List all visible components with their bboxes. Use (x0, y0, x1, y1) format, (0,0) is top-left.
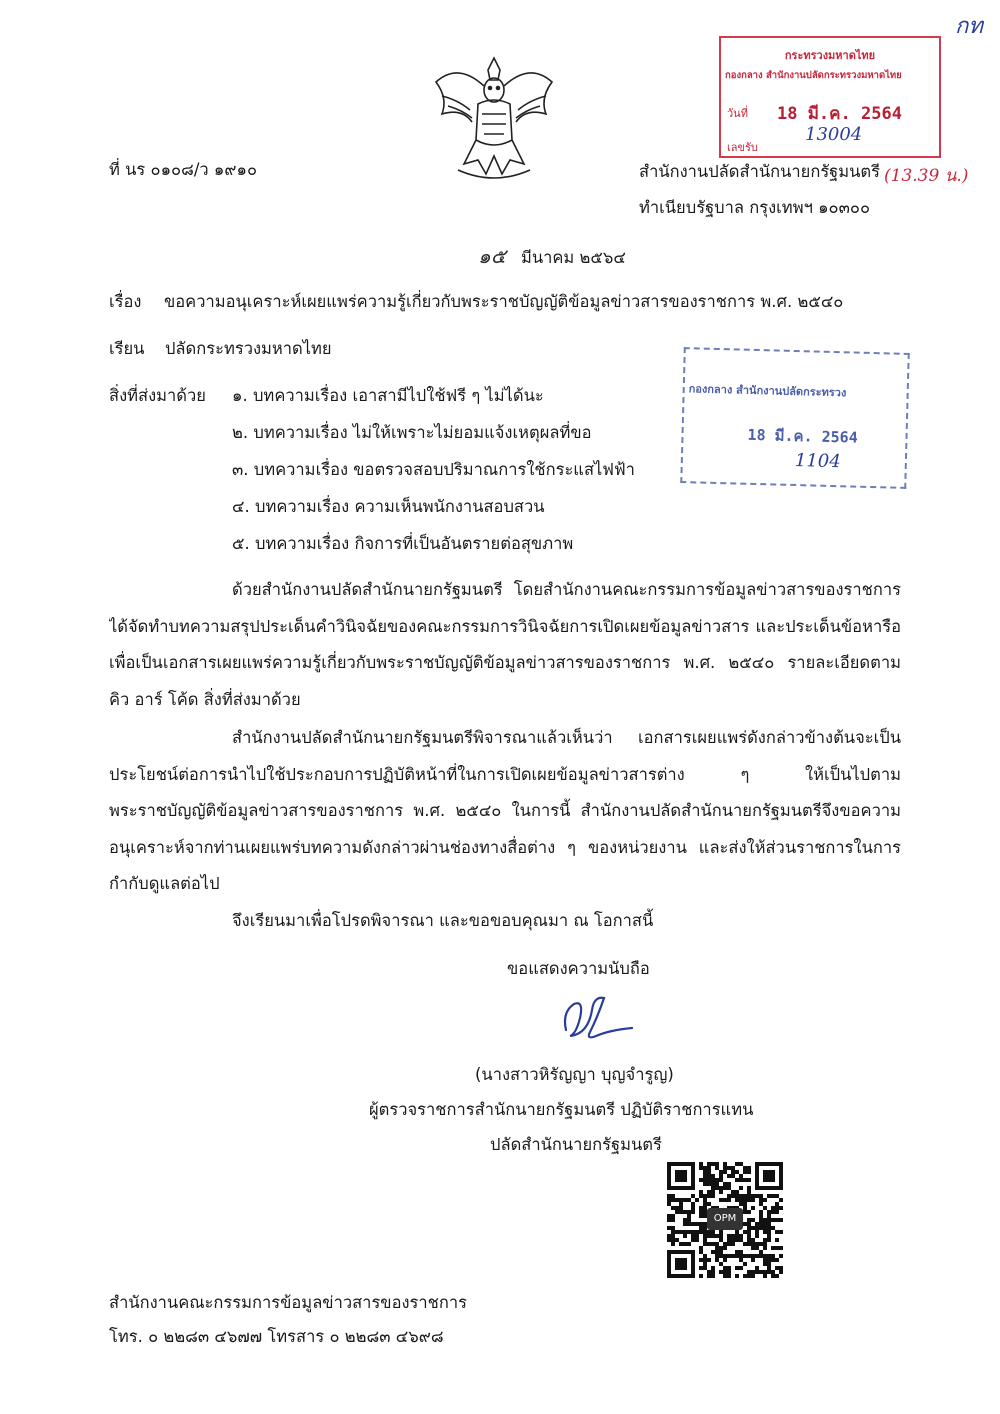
corner-handwritten-mark: กท (955, 14, 983, 39)
stamp-date-label: วันที่ (727, 107, 748, 120)
paragraph-line: สำนักงานปลัดสำนักนายกรัฐมนตรีพิจารณาแล้วเห็นว่า เอกสารเผยแพร่ดังกล่าวข้างต้นจะเป็น (232, 728, 901, 747)
subject-text: ขอความอนุเคราะห์เผยแพร่ความรู้เกี่ยวกับพระราชบัญญัติข้อมูลข่าวสารของราชการ พ.ศ. ๒๕๔๐ (163, 292, 844, 311)
signature-image (558, 990, 638, 1046)
stamp-line-2: กองกลาง สำนักงานปลัดกระทรวงมหาดไทย (725, 70, 902, 81)
enclosure-item: ๕. บทความเรื่อง กิจการที่เป็นอันตรายต่อสุขภาพ (232, 534, 574, 553)
qr-code (667, 1162, 783, 1278)
footer-office: สำนักงานคณะกรรมการข้อมูลข่าวสารของราชการ (109, 1293, 467, 1312)
enclosures-list (232, 384, 635, 569)
stamp-line-1: กองกลาง สำนักงานปลัดกระทรวง (688, 382, 847, 400)
paragraph-line: เพื่อเป็นเอกสารเผยแพร่ความรู้เกี่ยวกับพระราชบัญญัติข้อมูลข่าวสารของราชการ พ.ศ. ๒๕๔๐ รายละเอียดตาม (109, 653, 901, 672)
stamp-line-1: กระทรวงมหาดไทย (784, 49, 876, 62)
stamp-receive-label: เลขรับ (727, 141, 758, 154)
enclosure-item: ๓. บทความเรื่อง ขอตรวจสอบปริมาณการใช้กระแสไฟฟ้า (232, 460, 635, 479)
body-paragraph-3: จึงเรียนมาเพื่อโปรดพิจารณา และขอขอบคุณมา ณ โอกาสนี้ (232, 911, 654, 930)
paragraph-line: คิว อาร์ โค้ด สิ่งที่ส่งมาด้วย (109, 689, 301, 709)
receiving-stamp-red (719, 36, 941, 158)
paragraph-line: พระราชบัญญัติข้อมูลข่าวสารของราชการ พ.ศ. ๒๕๔๐ ในการนี้ สำนักงานปลัดสำนักนายกรัฐมนตรีจึงขอความ (109, 801, 901, 820)
paragraph-line: อนุเคราะห์จากท่านเผยแพร่บทความดังกล่าวผ่านช่องทางสื่อต่าง ๆ ของหน่วยงาน และส่งให้ส่วนราชการในการ (109, 837, 901, 857)
paragraph-line: กำกับดูแลต่อไป (109, 874, 220, 893)
signatory-name: (นางสาวหิรัญญา บุญจำรูญ) (475, 1065, 674, 1084)
recipient-label: เรียน (109, 339, 145, 358)
recipient-text: ปลัดกระทรวงมหาดไทย (164, 339, 332, 358)
paragraph-line: ด้วยสำนักงานปลัดสำนักนายกรัฐมนตรี โดยสำนักงานคณะกรรมการข้อมูลข่าวสารของราชการ (232, 580, 901, 599)
garuda-emblem-icon (428, 52, 560, 184)
paragraph-line: ได้จัดทำบทความสรุปประเด็นคำวินิจฉัยของคณะกรรมการวินิจฉัยการเปิดเผยข้อมูลข่าวสาร และประเด็นข้อหารือ (109, 616, 901, 636)
body-paragraph-1 (109, 572, 901, 718)
signatory-position-2: ปลัดสำนักนายกรัฐมนตรี (490, 1135, 662, 1154)
paragraph-line: ประโยชน์ต่อการนำไปใช้ประกอบการปฏิบัติหน้าที่ในการเปิดเผยข้อมูลข่าวสารต่าง ๆ ให้เป็นไปตาม (109, 764, 901, 784)
stamp-date: 18 มี.ค. 2564 (777, 104, 902, 124)
closing-salutation: ขอแสดงความนับถือ (507, 959, 650, 978)
qr-logo: OPM (707, 1208, 743, 1230)
subject-line (109, 290, 843, 314)
enclosure-item: ๔. บทความเรื่อง ความเห็นพนักงานสอบสวน (232, 497, 545, 516)
enclosures-label: สิ่งที่ส่งมาด้วย (109, 386, 206, 405)
sender-address: ทำเนียบรัฐบาล กรุงเทพฯ ๑๐๓๐๐ (639, 198, 871, 217)
body-paragraph-2 (109, 720, 901, 903)
enclosure-item: ๑. บทความเรื่อง เอาสามีไปใช้ฟรี ๆ ไม่ได้นะ (232, 386, 544, 405)
reference-number: ที่ นร ๐๑๐๘/ว ๑๙๑๐ (109, 160, 258, 179)
footer-contact: โทร. ๐ ๒๒๘๓ ๔๖๗๗ โทรสาร ๐ ๒๒๘๓ ๔๖๙๘ (109, 1327, 444, 1346)
sender-office: สำนักงานปลัดสำนักนายกรัฐมนตรี (639, 162, 881, 181)
stamp-time-note: (13.39 น.) (884, 166, 969, 186)
signatory-position: ผู้ตรวจราชการสำนักนายกรัฐมนตรี ปฏิบัติราชการแทน (369, 1100, 754, 1119)
date-month-year: มีนาคม ๒๕๖๔ (520, 248, 626, 267)
enclosure-item: ๒. บทความเรื่อง ไม่ให้เพราะไม่ยอมแจ้งเหตุผลที่ขอ (232, 423, 592, 442)
letter-date (478, 240, 626, 272)
receiving-stamp-blue (680, 347, 909, 489)
stamp-date: 18 มี.ค. 2564 (747, 425, 858, 447)
stamp-received-number: 13004 (805, 124, 863, 145)
stamp-received-number: 1104 (794, 450, 841, 473)
recipient-line (109, 337, 332, 361)
subject-label: เรื่อง (109, 292, 142, 311)
date-day-handwritten: ๑๕ (478, 244, 506, 268)
